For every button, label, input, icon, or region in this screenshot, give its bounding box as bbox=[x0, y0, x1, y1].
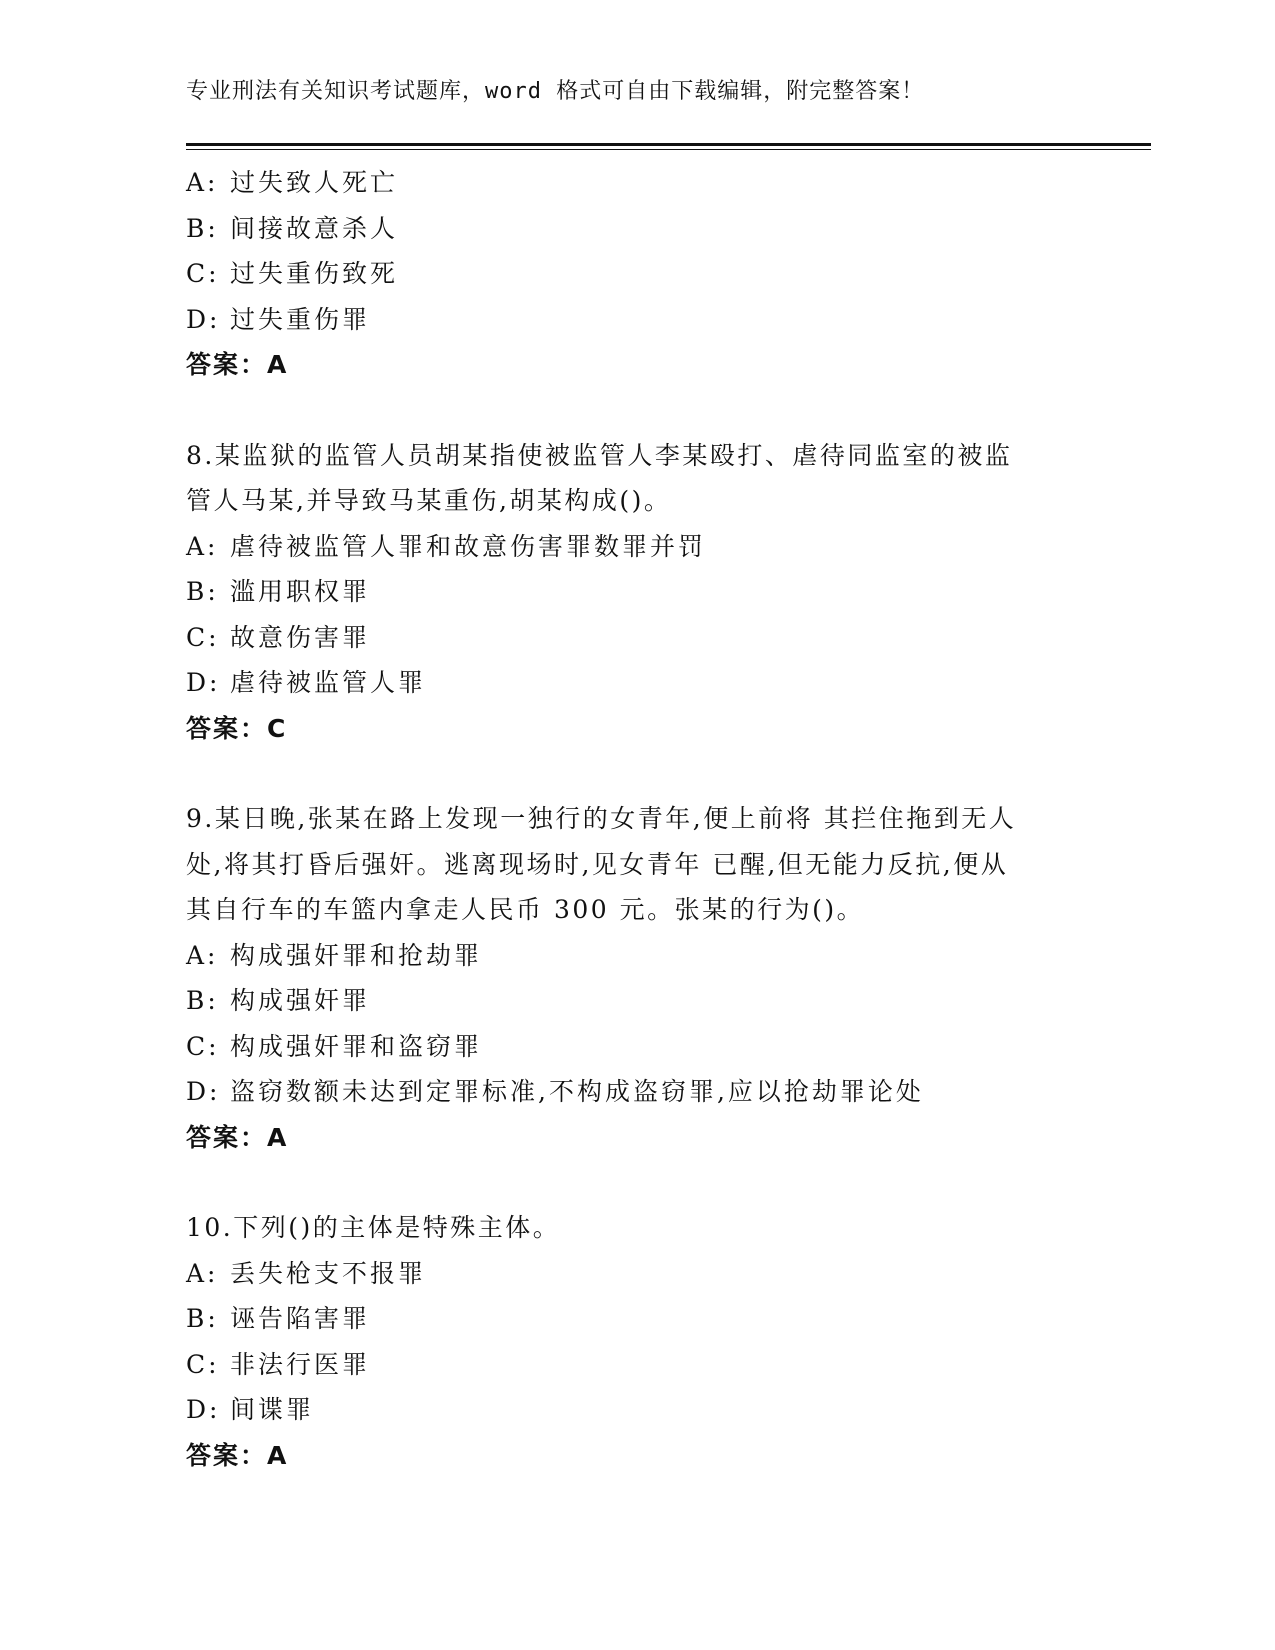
option-text: 过失重伤致死 bbox=[230, 259, 399, 288]
option-d bbox=[186, 1387, 1086, 1433]
header-rule-thin bbox=[186, 149, 1151, 150]
option-text: 构成强奸罪和抢劫罪 bbox=[230, 940, 483, 970]
answer-line: 答案：A bbox=[186, 1122, 289, 1152]
option-label: B: bbox=[186, 577, 219, 606]
option-d bbox=[186, 297, 1086, 343]
option-label: D: bbox=[186, 304, 221, 334]
page-header: 专业刑法有关知识考试题库，word 格式可自由下载编辑，附完整答案！ bbox=[186, 79, 925, 104]
option-label: A: bbox=[186, 1258, 219, 1288]
answer-line: 答案：C bbox=[186, 713, 288, 743]
option-b bbox=[186, 978, 1086, 1024]
option-text: 盗窃数额未达到定罪标准,不构成盗窃罪,应以抢劫罪论处 bbox=[230, 1077, 924, 1106]
question-list bbox=[186, 160, 1086, 1478]
option-text: 过失重伤罪 bbox=[230, 304, 371, 334]
option-a bbox=[186, 933, 1086, 979]
question-block bbox=[186, 160, 1086, 388]
option-a bbox=[186, 1251, 1086, 1297]
option-a bbox=[186, 524, 1086, 570]
option-text: 间接故意杀人 bbox=[230, 213, 399, 243]
question-block bbox=[186, 433, 1086, 752]
option-text: 构成强奸罪 bbox=[230, 986, 371, 1015]
option-label: C: bbox=[186, 259, 220, 288]
option-text: 诬告陷害罪 bbox=[230, 1304, 371, 1333]
option-b bbox=[186, 569, 1086, 615]
option-c bbox=[186, 615, 1086, 661]
option-label: A: bbox=[186, 168, 219, 197]
spacer bbox=[186, 1160, 1086, 1205]
question-stem-line: 处,将其打昏后强奸。逃离现场时,见女青年 已醒,但无能力反抗,便从 bbox=[186, 849, 1009, 879]
option-label: B: bbox=[186, 213, 219, 243]
question-stem-line: 管人马某,并导致马某重伤,胡某构成()。 bbox=[186, 486, 672, 515]
spacer bbox=[186, 388, 1086, 433]
question-block bbox=[186, 1205, 1086, 1478]
question-stem-line: 10.下列()的主体是特殊主体。 bbox=[186, 1213, 561, 1242]
question-stem-line: 9.某日晚,张某在路上发现一独行的女青年,便上前将 其拦住拖到无人 bbox=[186, 804, 1017, 833]
option-c bbox=[186, 1342, 1086, 1388]
option-label: D: bbox=[186, 1077, 221, 1106]
option-text: 间谍罪 bbox=[230, 1395, 315, 1424]
spacer bbox=[186, 751, 1086, 796]
option-label: C: bbox=[186, 622, 220, 652]
option-label: C: bbox=[186, 1031, 220, 1061]
header-rule-thick bbox=[186, 143, 1151, 146]
answer-line: 答案：A bbox=[186, 1440, 289, 1470]
option-text: 故意伤害罪 bbox=[230, 622, 371, 652]
option-text: 构成强奸罪和盗窃罪 bbox=[230, 1031, 483, 1061]
option-c bbox=[186, 1024, 1086, 1070]
option-text: 过失致人死亡 bbox=[230, 168, 399, 197]
option-label: A: bbox=[186, 531, 219, 561]
option-b bbox=[186, 206, 1086, 252]
option-label: C: bbox=[186, 1349, 220, 1379]
option-b bbox=[186, 1296, 1086, 1342]
option-label: B: bbox=[186, 986, 219, 1015]
option-d bbox=[186, 1069, 1086, 1115]
option-text: 虐待被监管人罪 bbox=[230, 668, 427, 697]
option-d bbox=[186, 660, 1086, 706]
option-label: B: bbox=[186, 1304, 219, 1333]
option-label: D: bbox=[186, 1395, 221, 1424]
option-text: 虐待被监管人罪和故意伤害罪数罪并罚 bbox=[230, 531, 707, 561]
option-c bbox=[186, 251, 1086, 297]
question-stem-line: 其自行车的车篮内拿走人民币 300 元。张某的行为()。 bbox=[186, 895, 865, 924]
answer-line: 答案：A bbox=[186, 350, 289, 379]
option-label: A: bbox=[186, 940, 219, 970]
option-text: 滥用职权罪 bbox=[230, 577, 371, 606]
option-text: 丢失枪支不报罪 bbox=[230, 1258, 427, 1288]
option-a bbox=[186, 160, 1086, 206]
option-text: 非法行医罪 bbox=[230, 1349, 371, 1379]
question-stem-line: 8.某监狱的监管人员胡某指使被监管人李某殴打、虐待同监室的被监 bbox=[186, 440, 1013, 470]
question-block bbox=[186, 796, 1086, 1160]
option-label: D: bbox=[186, 668, 221, 697]
